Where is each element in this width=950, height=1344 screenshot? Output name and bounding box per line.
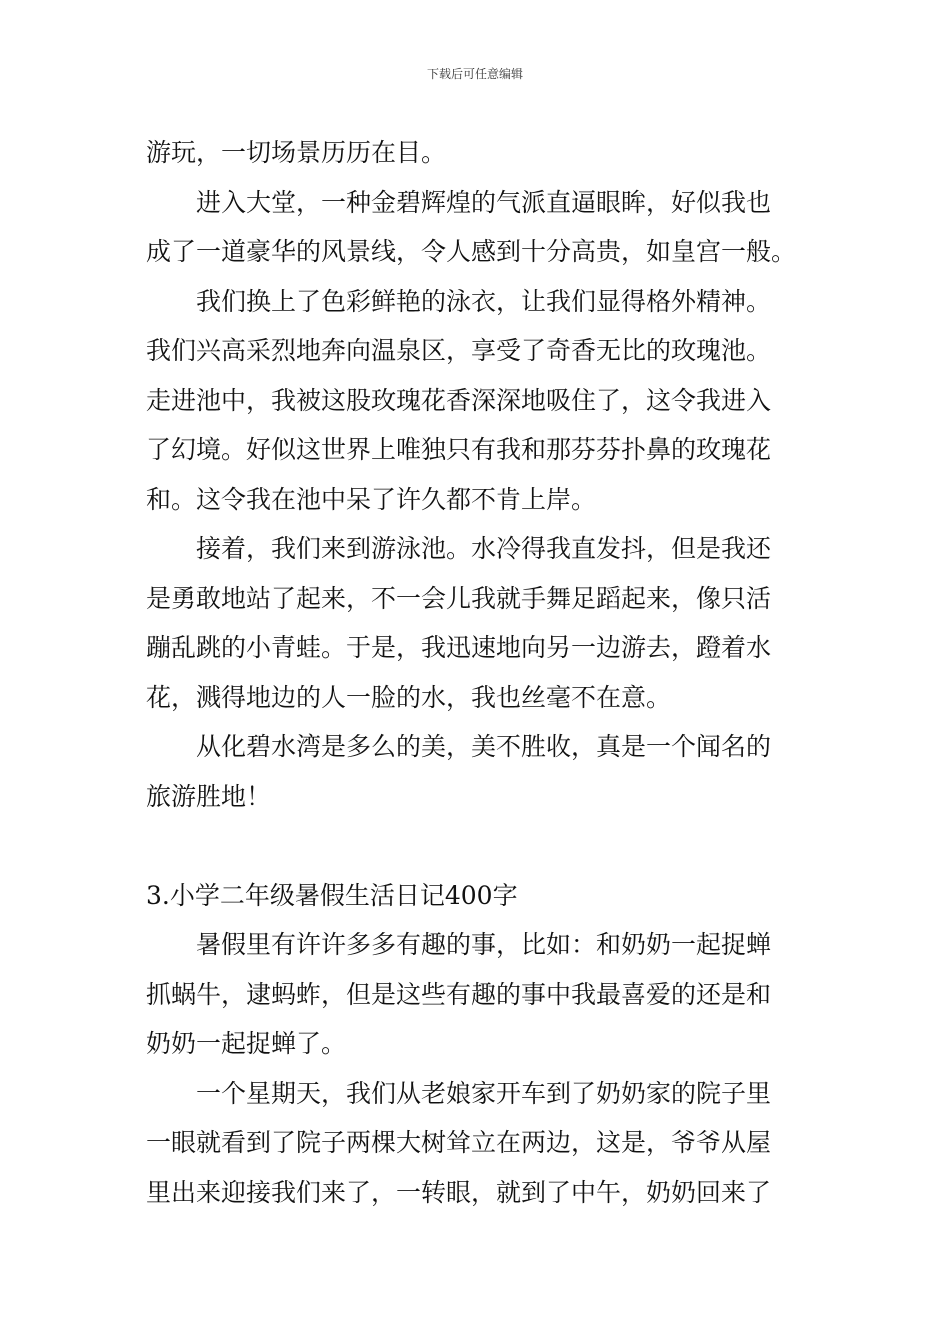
paragraph-gap bbox=[146, 821, 810, 871]
text-line: 旅游胜地！ bbox=[146, 781, 272, 811]
text-line: 和。这令我在池中呆了许久都不肯上岸。 bbox=[146, 484, 597, 514]
text-line: 里出来迎接我们来了，一转眼，就到了中午，奶奶回来了 bbox=[146, 1177, 772, 1207]
document-body bbox=[146, 128, 810, 1217]
paragraph-start-line: 进入大堂，一种金碧辉煌的气派直逼眼眸，好似我也 bbox=[196, 187, 772, 217]
text-line: 抓蜗牛，逮蚂蚱，但是这些有趣的事中我最喜爱的还是和 bbox=[146, 979, 772, 1009]
text-line: 是勇敢地站了起来，不一会儿我就手舞足蹈起来，像只活 bbox=[146, 583, 772, 613]
paragraph-start-line: 一个星期天，我们从老娘家开车到了奶奶家的院子里 bbox=[196, 1078, 772, 1108]
text-line: 蹦乱跳的小青蛙。于是，我迅速地向另一边游去，蹬着水 bbox=[146, 633, 772, 662]
text-line: 成了一道豪华的风景线，令人感到十分高贵，如皇宫一般。 bbox=[146, 237, 797, 266]
text-line: 我们兴高采烈地奔向温泉区，享受了奇香无比的玫瑰池。 bbox=[146, 336, 772, 365]
text-line: 一眼就看到了院子两棵大树耸立在两边，这是，爷爷从屋 bbox=[146, 1128, 772, 1157]
paragraph-start-line: 我们换上了色彩鲜艳的泳衣，让我们显得格外精神。 bbox=[196, 286, 772, 316]
text-line: 奶奶一起捉蝉了。 bbox=[146, 1029, 347, 1058]
paragraph-start-line: 接着，我们来到游泳池。水冷得我直发抖，但是我还 bbox=[196, 534, 772, 563]
section-heading: 3.小学二年级暑假生活日记400字 bbox=[146, 880, 518, 910]
text-line: 花，溅得地边的人一脸的水，我也丝毫不在意。 bbox=[146, 682, 672, 712]
paragraph-start-line: 从化碧水湾是多么的美，美不胜收，真是一个闻名的 bbox=[196, 732, 772, 761]
text-line: 了幻境。好似这世界上唯独只有我和那芬芬扑鼻的玫瑰花 bbox=[146, 435, 772, 464]
text-line: 走进池中，我被这股玫瑰花香深深地吸住了，这令我进入 bbox=[146, 385, 772, 415]
page-header: 下载后可任意编辑 bbox=[426, 67, 523, 81]
paragraph-start-line: 暑假里有许许多多有趣的事，比如：和奶奶一起捉蝉 bbox=[196, 930, 772, 959]
text-line: 游玩，一切场景历历在目。 bbox=[146, 138, 447, 167]
